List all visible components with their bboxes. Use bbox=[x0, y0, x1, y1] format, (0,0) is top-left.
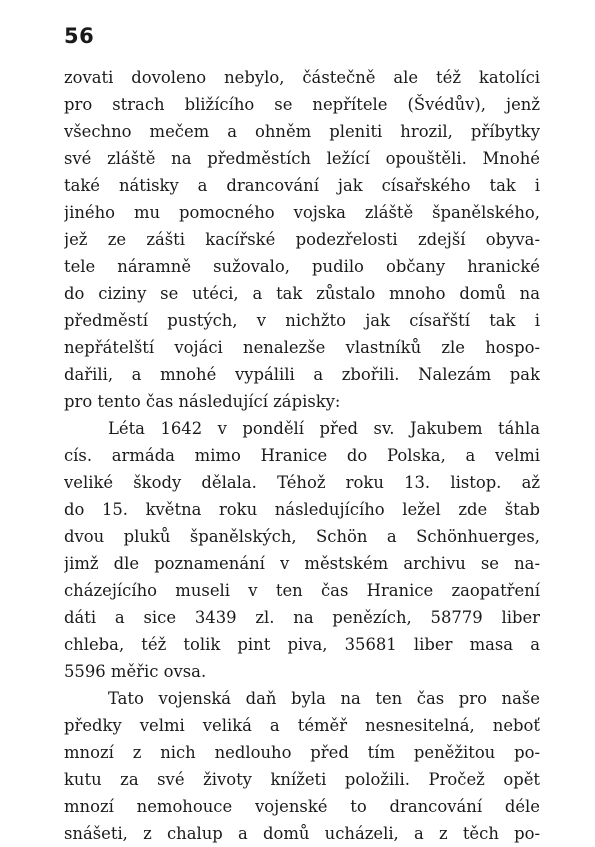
body-text bbox=[64, 64, 540, 847]
text-line: všechno mečem a ohněm pleniti hrozil, příbytky bbox=[64, 122, 540, 141]
text-line: do 15. května roku následujícího ležel zde štab bbox=[64, 500, 540, 519]
text-line: cházejícího museli v ten čas Hranice zaopatření bbox=[64, 581, 540, 600]
text-line: pro tento čas následující zápisky: bbox=[64, 392, 341, 411]
text-line: jiného mu pomocného vojska zláště španělského, bbox=[64, 203, 540, 222]
text-line: do ciziny se utéci, a tak zůstalo mnoho domů na bbox=[64, 284, 540, 303]
text-line: 5596 měřic ovsa. bbox=[64, 662, 207, 681]
text-line: jež ze zášti kacířské podezřelosti zdejší obyva- bbox=[64, 230, 540, 249]
text-line: dvou pluků španělských, Schön a Schönhuerges, bbox=[64, 527, 540, 546]
text-line: Léta 1642 v pondělí před sv. Jakubem táhla bbox=[108, 419, 540, 438]
text-line: dařili, a mnohé vypálili a zbořili. Nalezám pak bbox=[64, 365, 540, 384]
text-line: cís. armáda mimo Hranice do Polska, a velmi bbox=[64, 446, 540, 465]
text-line: tele náramně sužovalo, pudilo občany hranické bbox=[64, 257, 540, 276]
text-line: mnozí nemohouce vojenské to drancování déle bbox=[64, 797, 540, 816]
text-line: Tato vojenská daň byla na ten čas pro naše bbox=[108, 689, 540, 708]
text-line: také nátisky a drancování jak císařského tak i bbox=[64, 176, 540, 195]
page-number: 56 bbox=[64, 24, 95, 48]
text-line: jimž dle poznamenání v městském archivu se na- bbox=[64, 554, 540, 573]
text-line: chleba, též tolik pint piva, 35681 liber masa a bbox=[64, 635, 540, 654]
text-line: pro strach bližícího se nepřítele (Švédův), jenž bbox=[64, 95, 540, 114]
text-line: zovati dovoleno nebylo, částečně ale též katolíci bbox=[64, 68, 540, 87]
text-line: dáti a sice 3439 zl. na penězích, 58779 liber bbox=[64, 608, 540, 627]
text-line: nepřátelští vojáci nenalezše vlastníků zle hospo- bbox=[64, 338, 540, 357]
text-line: předky velmi veliká a téměř nesnesitelná, neboť bbox=[64, 716, 540, 735]
text-line: mnozí z nich nedlouho před tím peněžitou po- bbox=[64, 743, 540, 762]
text-line: své zláště na předměstích ležící opouštěli. Mnohé bbox=[64, 149, 540, 168]
text-line: snášeti, z chalup a domů ucházeli, a z těch po- bbox=[64, 824, 540, 843]
text-line: předměstí pustých, v nichžto jak císařští tak i bbox=[64, 311, 540, 330]
text-line: kutu za své životy knížeti položili. Pročež opět bbox=[64, 770, 540, 789]
text-line: veliké škody dělala. Téhož roku 13. listop. až bbox=[64, 473, 540, 492]
